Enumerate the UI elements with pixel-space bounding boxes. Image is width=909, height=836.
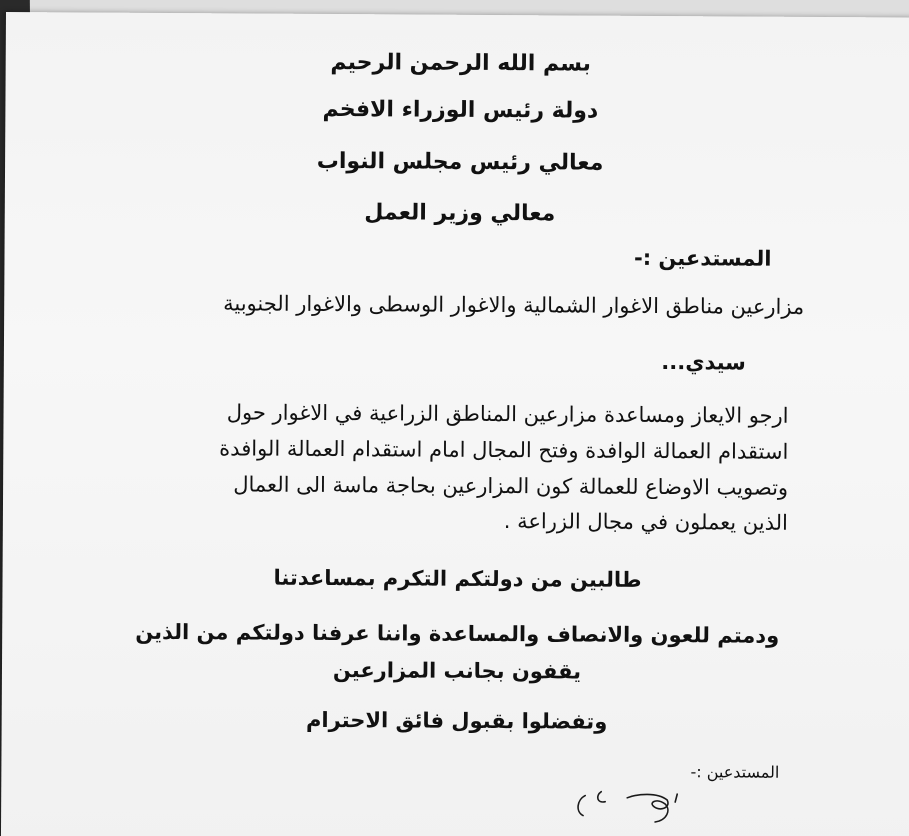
closing-line-2: يقفون بجانب المزارعين: [332, 658, 582, 684]
petitioners-text: مزارعين مناطق الاغوار الشمالية والاغوار الوسطى والاغوار الجنوبية: [223, 291, 805, 319]
addressee-labor-minister: معالي وزير العمل: [364, 200, 556, 227]
body-line-1: ارجو الايعاز ومساعدة مزارعين المناطق الزراعية في الاغوار حول: [226, 400, 789, 428]
addressee-prime-minister: دولة رئيس الوزراء الافخم: [322, 96, 599, 124]
petitioners-heading: المستدعين :-: [633, 245, 772, 271]
closing-line-1: ودمتم للعون والانصاف والمساعدة واننا عرفنا دولتكم من الذين: [135, 619, 780, 648]
request-line: طالبين من دولتكم التكرم بمساعدتنا: [273, 565, 642, 592]
signatory-label: المستدعين :-: [690, 762, 780, 782]
addressee-parliament-speaker: معالي رئيس مجلس النواب: [316, 148, 604, 176]
body-line-4: الذين يعملون في مجال الزراعة .: [503, 509, 788, 535]
handwritten-signature: [567, 777, 687, 828]
body-line-3: وتصويب الاوضاع للعمالة كون المزارعين بحاجة ماسة الى العمال: [233, 472, 789, 500]
salutation: سيدي...: [661, 350, 746, 375]
basmala: بسم الله الرحمن الرحيم: [330, 49, 592, 77]
body-line-2: استقدام العمالة الوافدة وفتح المجال امام استقدام العمالة الوافدة: [219, 436, 789, 464]
letter-body: [1, 12, 909, 836]
regards-line: وتفضلوا بقبول فائق الاحترام: [305, 707, 608, 734]
letter-page: [1, 12, 909, 836]
